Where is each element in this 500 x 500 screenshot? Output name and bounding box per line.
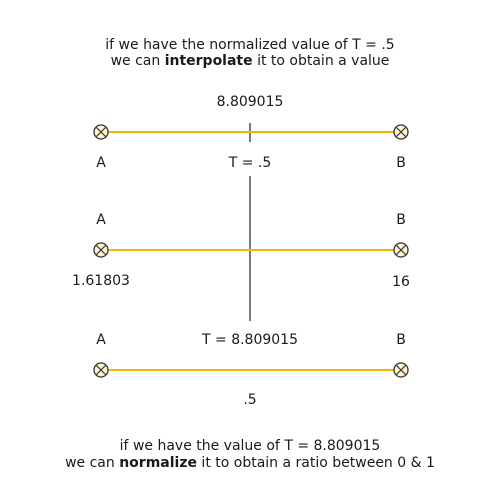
label-b-1: B [396, 155, 406, 171]
crossed-circle-icon [94, 363, 108, 377]
crossed-circle-icon [394, 243, 408, 257]
label-a-2: A [96, 212, 106, 228]
top-caption-line1: if we have the normalized value of T = .5 [105, 37, 395, 53]
top-caption-line2: we can interpolate it to obtain a value [110, 53, 390, 69]
bottom-caption-line1: if we have the value of T = 8.809015 [119, 438, 381, 454]
value-b: 16 [392, 274, 410, 290]
crossed-circle-icon [394, 363, 408, 377]
emphasis-interpolate: interpolate [164, 53, 253, 69]
crossed-circle-icon [94, 243, 108, 257]
value-a: 1.61803 [72, 273, 130, 289]
normalized-value: .5 [243, 392, 257, 408]
t-normalized-label: T = .5 [228, 155, 272, 171]
bottom-caption-line2: we can normalize it to obtain a ratio between 0 & 1 [65, 455, 435, 471]
label-a-3: A [96, 332, 106, 348]
emphasis-normalize: normalize [119, 455, 197, 471]
t-value-label: T = 8.809015 [202, 332, 298, 348]
label-b-2: B [396, 212, 406, 228]
label-b-3: B [396, 332, 406, 348]
label-a-1: A [96, 155, 106, 171]
crossed-circle-icon [94, 125, 108, 139]
interpolated-value: 8.809015 [216, 94, 284, 110]
crossed-circle-icon [394, 125, 408, 139]
